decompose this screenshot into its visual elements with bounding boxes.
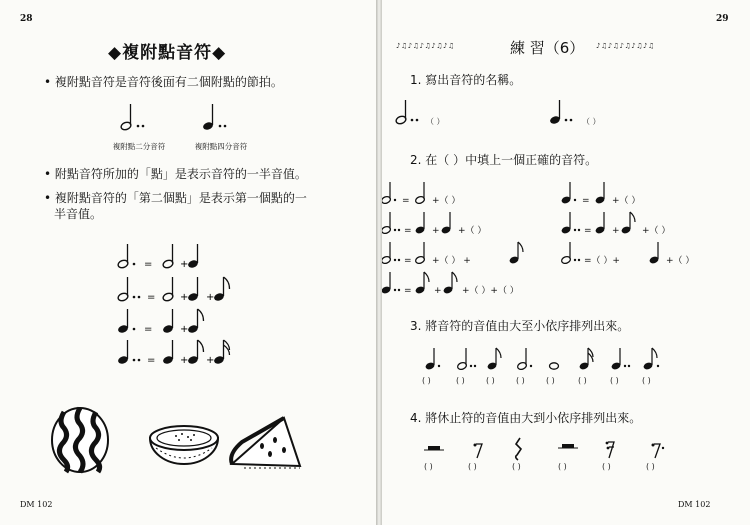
- caption-double-dotted-half: 複附點二分音符: [112, 142, 166, 151]
- svg-text:+（ ） +: +（ ） +: [432, 256, 471, 266]
- question-3: 3. 將音符的音值由大至小依序排列出來。: [410, 319, 630, 333]
- svg-text:+: +: [180, 292, 189, 303]
- answer-blank-q4-5[interactable]: ( ): [602, 462, 611, 471]
- page-title-right: 練 習（6）: [510, 39, 585, 57]
- bullet-text-2: • 附點音符所加的「點」是表示音符的一半音值。: [44, 167, 307, 181]
- half-melon-icon: [150, 426, 218, 464]
- bullet-text-3-line1: • 複附點音符的「第二個點」是表示第一個點的一: [44, 191, 307, 205]
- watermelon-illustrations: [0, 404, 376, 484]
- note-equations: [0, 238, 376, 368]
- svg-text:+（ ）: +（ ）: [612, 196, 641, 206]
- svg-text:+: +: [434, 286, 442, 296]
- caption-double-dotted-quarter: 複附點四分音符: [194, 142, 248, 151]
- svg-text:+: +: [432, 226, 440, 236]
- answer-blank-q3-8[interactable]: ( ): [642, 376, 651, 385]
- answer-blank-q1-b[interactable]: （ ）: [582, 117, 601, 126]
- answer-blank-q4-2[interactable]: ( ): [468, 462, 477, 471]
- svg-text:+: +: [180, 259, 189, 270]
- svg-text:=: =: [404, 226, 412, 236]
- question-1: 1. 寫出音符的名稱。: [410, 73, 522, 87]
- bullet-text-1: • 複附點音符是音符後面有二個附點的節拍。: [44, 75, 283, 89]
- equation-row-1: [117, 244, 199, 270]
- svg-text:+（ ）: +（ ）: [432, 196, 461, 206]
- answer-blank-q1-a[interactable]: （ ）: [426, 117, 445, 126]
- bullet-text-3-line2: 半音值。: [54, 207, 103, 221]
- svg-text:=: =: [404, 256, 412, 266]
- title-decoration-left: ♪♫♪♫♪♫♪♫♪♫: [396, 42, 455, 50]
- svg-text:+: +: [612, 226, 620, 236]
- answer-blank-q3-1[interactable]: ( ): [422, 376, 431, 385]
- page-number-left: 28: [20, 14, 33, 24]
- equation-row-3: [117, 309, 203, 335]
- answer-blank-q3-2[interactable]: ( ): [456, 376, 465, 385]
- answer-blank-q3-5[interactable]: ( ): [546, 376, 555, 385]
- footer-right: DM 102: [678, 500, 711, 509]
- svg-text:+: +: [206, 355, 215, 366]
- whole-watermelon-icon: [52, 408, 108, 472]
- answer-blank-q4-6[interactable]: ( ): [646, 462, 655, 471]
- question-2: 2. 在（ ）中填上一個正確的音符。: [410, 153, 598, 167]
- svg-text:+: +: [206, 292, 215, 303]
- svg-text:+（ ）: +（ ）: [642, 226, 671, 236]
- svg-text:=: =: [404, 286, 412, 296]
- svg-text:=: =: [147, 355, 156, 366]
- svg-text:+（ ）: +（ ）: [666, 256, 695, 266]
- answer-blank-q4-4[interactable]: ( ): [558, 462, 567, 471]
- question-2-equations: [382, 180, 750, 300]
- svg-text:=: =: [402, 196, 410, 206]
- title-decoration-right: ♪♫♪♫♪♫♪♫♪♫: [596, 42, 655, 50]
- question-3-notes: [382, 346, 750, 376]
- svg-text:=: =: [147, 292, 156, 303]
- page-number-right: 29: [716, 14, 729, 24]
- answer-blank-q3-3[interactable]: ( ): [486, 376, 495, 385]
- answer-blank-q3-7[interactable]: ( ): [610, 376, 619, 385]
- svg-text:+: +: [180, 324, 189, 335]
- answer-blank-q4-3[interactable]: ( ): [512, 462, 521, 471]
- equation-row-2: [117, 277, 229, 303]
- equation-row-4: [117, 340, 229, 366]
- svg-text:=: =: [584, 226, 592, 236]
- svg-text:+（ ）: +（ ）: [458, 226, 487, 236]
- question-4: 4. 將休止符的音值由大到小依序排列出來。: [410, 411, 642, 425]
- svg-text:+（ ）+（ ）: +（ ）+（ ）: [462, 286, 519, 296]
- footer-left: DM 102: [20, 500, 53, 509]
- double-dotted-half-note-icon: [120, 104, 144, 131]
- svg-text:=: =: [144, 259, 153, 270]
- answer-blank-q4-1[interactable]: ( ): [424, 462, 433, 471]
- double-dotted-notes-illustration: [0, 100, 376, 140]
- page-title-left: ◆複附點音符◆: [108, 43, 227, 63]
- answer-blank-q3-6[interactable]: ( ): [578, 376, 587, 385]
- svg-text:+: +: [180, 355, 189, 366]
- double-dotted-quarter-note-icon: [202, 104, 226, 131]
- svg-text:=: =: [582, 196, 590, 206]
- svg-text:=（ ）+: =（ ）+: [584, 256, 620, 266]
- svg-text:=: =: [144, 324, 153, 335]
- right-page: [382, 0, 750, 525]
- answer-blank-q3-4[interactable]: ( ): [516, 376, 525, 385]
- watermelon-slice-icon: [231, 418, 300, 468]
